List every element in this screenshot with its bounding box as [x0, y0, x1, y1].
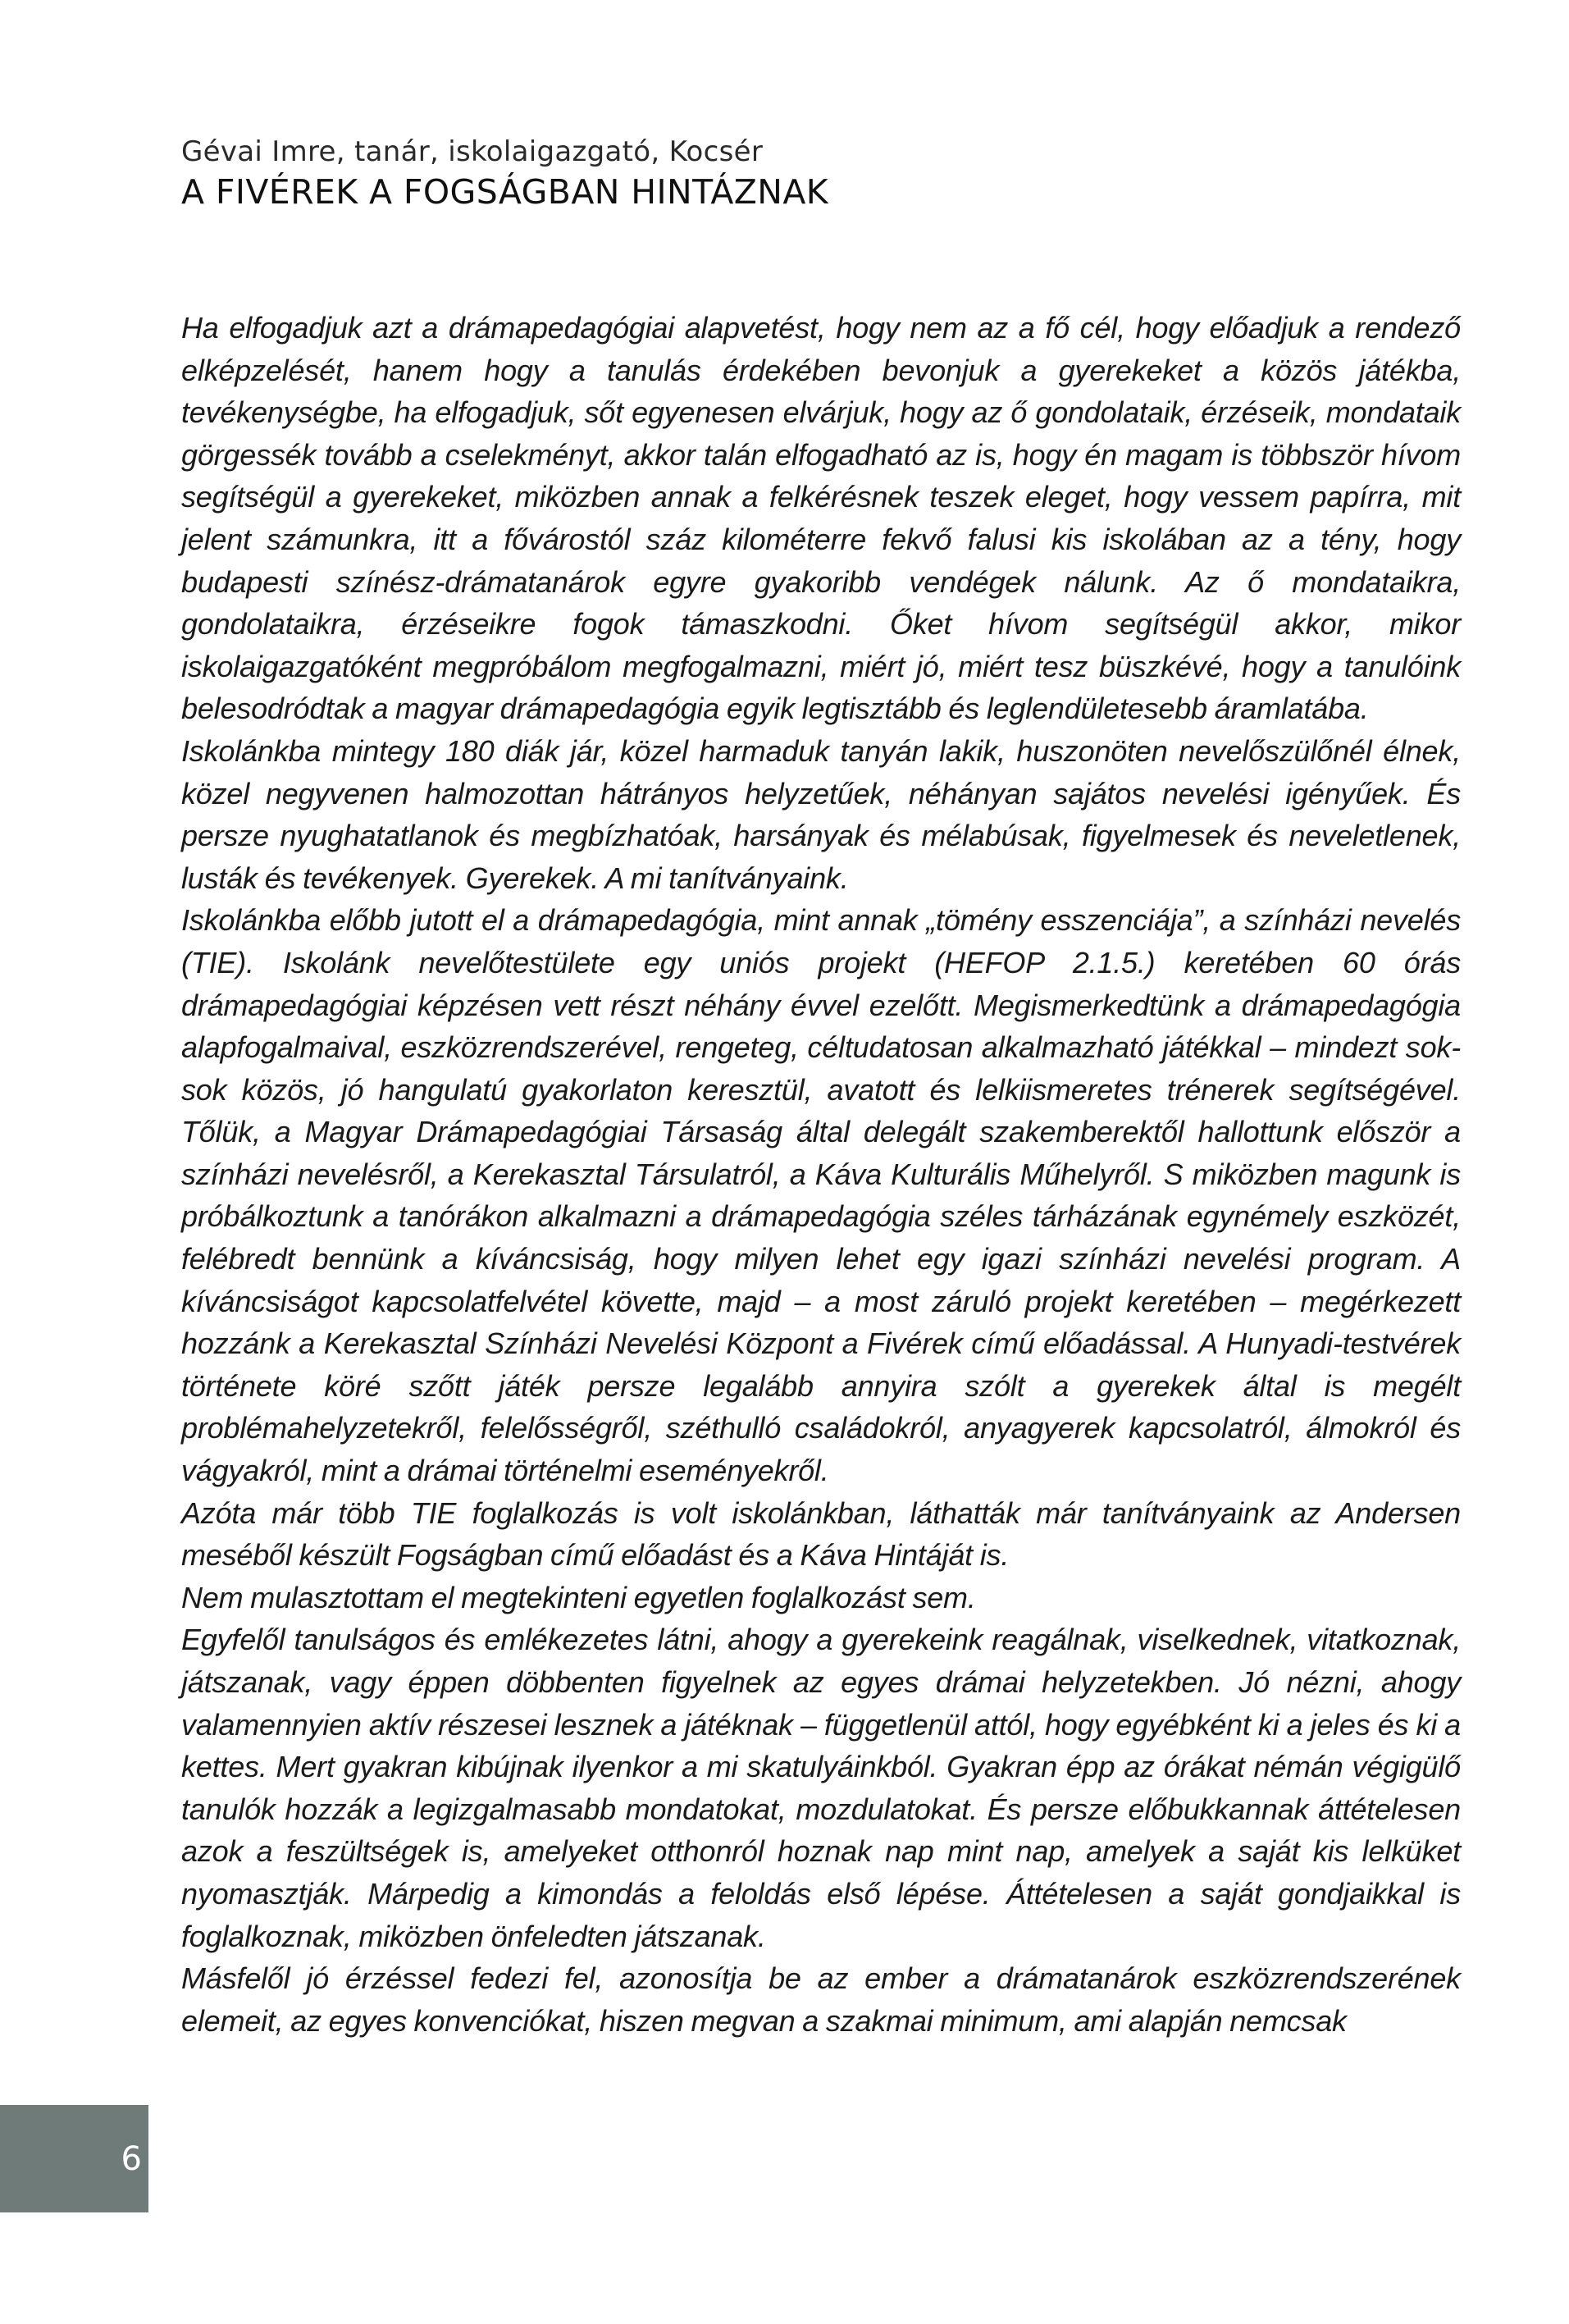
article-header [181, 133, 1461, 213]
paragraph: Ha elfogadjuk azt a drámapedagógiai alapvetést, hogy nem az a fő cél, hogy előadjuk a rendező elképzelését, hanem hogy a tanulás érdekében bevonjuk a gyerekeket a közös játékba, tevékenységbe, ha elfogadjuk, sőt egyenesen elvárjuk, hogy az ő gondolataik, érzéseik, mondataik görgessék tovább a cselekményt, akkor talán elfogadható az is, hogy én magam is többször hívom segítségül a gyerekeket, miközben annak a felkérésnek teszek eleget, hogy vessem papírra, mit jelent számunkra, itt a fővárostól száz kilométerre fekvő falusi kis iskolában az a tény, hogy budapesti színész-drámatanárok egyre gyakoribb vendégek nálunk. Az ő mondataikra, gondolataikra, érzéseikre fogok támaszkodni. Őket hívom segítségül akkor, mikor iskolaigazgatóként megpróbálom megfogalmazni, miért jó, miért tesz büszkévé, hogy a tanulóink belesodródtak a magyar drámapedagógia egyik legtisztább és leglendületesebb áramlatába. [181, 311, 1461, 726]
paragraph: Nem mulasztottam el megtekinteni egyetlen foglalkozást sem. [181, 1580, 976, 1614]
author-line: Gévai Imre, tanár, iskolaigazgató, Kocsér [181, 135, 764, 168]
paragraph: Másfelől jó érzéssel fedezi fel, azonosítja be az ember a drámatanárok eszközrendszerének elemeit, az egyes konvenciókat, hiszen megvan a szakmai minimum, ami alapján nemcsak [181, 1961, 1461, 2038]
paragraph: Iskolánkba mintegy 180 diák jár, közel harmaduk tanyán lakik, huszonöten nevelőszülőnél élnek, közel negyvenen halmozottan hátrányos helyzetűek, néhányan sajátos nevelési igényűek. És persze nyughatatlanok és megbízhatóak, harsányak és mélabúsak, figyelmesek és neveletlenek, lusták és tevékenyek. Gyerekek. A mi tanítványaink. [181, 733, 1461, 895]
paragraph: Iskolánkba előbb jutott el a drámapedagógia, mint annak „tömény esszenciája”, a színházi nevelés (TIE). Iskolánk nevelőtestülete egy uniós projekt (HEFOP 2.1.5.) keretében 60 órás drámapedagógiai képzésen vett részt néhány évvel ezelőtt. Megismerkedtünk a drámapedagógia alapfogalmaival, eszközrendszerével, rengeteg, céltudatosan alkalmazható játékkal – mindezt sok-sok közös, jó hangulatú gyakorlaton keresztül, avatott és lelkiismeretes trénerek segítségével. Tőlük, a Magyar Drámapedagógiai Társaság által delegált szakemberektől hallottunk először a színházi nevelésről, a Kerekasztal Társulatról, a Káva Kulturális Műhelyről. S miközben magunk is próbálkoztunk a tanórákon alkalmazni a drámapedagógia széles tárházának egynémely eszközét, felébredt bennünk a kíváncsiság, hogy milyen lehet egy igazi színházi nevelési program. A kíváncsiságot kapcsolatfelvétel követte, majd – a most záruló projekt keretében – megérkezett hozzánk a Kerekasztal Színházi Nevelési Központ a Fivérek című előadással. A Hunyadi-testvérek története köré szőtt játék persze legalább annyira szólt a gyerekek által is megélt problémahelyzetekről, felelősségről, széthulló családokról, anyagyerek kapcsolatról, álmokról és vágyakról, mint a drámai történelmi eseményekről. [181, 903, 1461, 1488]
article-body [181, 307, 1461, 2042]
page-number-tab [0, 2105, 148, 2212]
article-title: A FIVÉREK A FOGSÁGBAN HINTÁZNAK [181, 172, 829, 212]
paragraph: Egyfelől tanulságos és emlékezetes látni, ahogy a gyerekeink reagálnak, viselkednek, vitatkoznak, játszanak, vagy éppen döbbenten figyelnek az egyes drámai helyzetekben. Jó nézni, ahogy valamennyien aktív részesei lesznek a játéknak – függetlenül attól, hogy egyébként ki a jeles és ki a kettes. Mert gyakran kibújnak ilyenkor a mi skatulyáinkból. Gyakran épp az órákat némán végigülő tanulók hozzák a legizgalmasabb mondatokat, mozdulatokat. És persze előbukkannak áttételesen azok a feszültségek is, amelyeket otthonról hoznak nap mint nap, amelyek a saját kis lelküket nyomasztják. Márpedig a kimondás a feloldás első lépése. Áttételesen a saját gondjaikkal is foglalkoznak, miközben önfeledten játszanak. [181, 1623, 1461, 1953]
paragraph: Azóta már több TIE foglalkozás is volt iskolánkban, láthatták már tanítványaink az Andersen meséből készült Fogságban című előadást és a Káva Hintáját is. [181, 1495, 1461, 1573]
page-number: 6 [121, 2139, 142, 2178]
